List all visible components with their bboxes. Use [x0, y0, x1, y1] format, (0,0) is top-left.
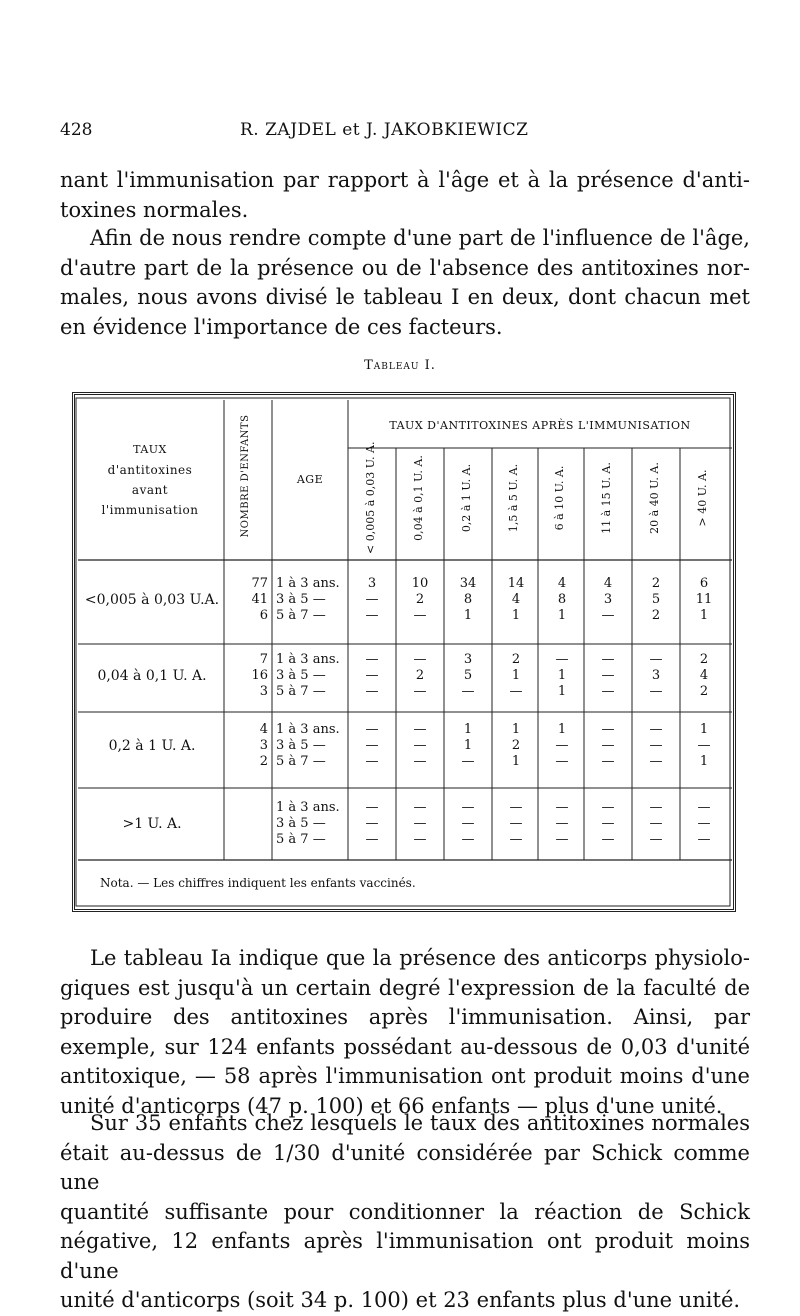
subheader-col-1: < 0,005 à 0,03 U. A. [364, 441, 377, 554]
age-cell: 5 à 7 — [276, 608, 326, 623]
value-cell: — [365, 738, 379, 753]
value-cell: 2 [511, 652, 521, 667]
age-cell: 3 à 5 — [276, 738, 326, 753]
value-cell: 1 [463, 722, 473, 737]
paragraph-3 [60, 944, 750, 1121]
subheader-col-4: 1,5 à 5 U. A. [507, 463, 520, 533]
value-cell: — [649, 832, 663, 847]
text-line: produire des antitoxines après l'immunisation. Ainsi, par [60, 1005, 750, 1029]
value-cell: — [365, 592, 379, 607]
value-cell: — [601, 832, 615, 847]
header-line: avant [131, 483, 169, 497]
text-line: Le tableau Ia indique que la présence des anticorps physiolo- [90, 946, 750, 970]
value-cell: 2 [415, 592, 425, 607]
value-cell: — [601, 754, 615, 769]
value-cell: — [365, 754, 379, 769]
value-cell: 1 [511, 722, 521, 737]
age-cell: 3 à 5 — [276, 816, 326, 831]
value-cell: — [601, 800, 615, 815]
paragraph-2 [60, 224, 750, 342]
value-cell: — [365, 722, 379, 737]
age-cell: 1 à 3 ans. [276, 722, 340, 737]
value-cell: — [555, 800, 569, 815]
value-cell: 2 [699, 684, 709, 699]
value-cell: 1 [557, 722, 567, 737]
count-cell: 3 [259, 684, 268, 699]
subheader-col-7: 20 à 40 U. A. [648, 462, 661, 534]
value-cell: 1 [463, 608, 473, 623]
age-cell: 1 à 3 ans. [276, 652, 340, 667]
paragraph-4 [60, 1109, 750, 1316]
value-cell: — [649, 722, 663, 737]
age-cell: 1 à 3 ans. [276, 576, 340, 591]
count-cell: 4 [259, 722, 268, 737]
value-cell: — [601, 608, 615, 623]
subheader-col-2: 0,04 à 0,1 U. A. [412, 455, 425, 541]
count-cell: 7 [259, 652, 268, 667]
value-cell: — [601, 684, 615, 699]
value-cell: 2 [651, 576, 661, 591]
header-line: l'immunisation [101, 503, 199, 517]
intro-paragraph [60, 166, 750, 225]
text-line: était au-dessus de 1/30 d'unité considérée par Schick comme une [60, 1140, 750, 1194]
value-cell: — [413, 800, 427, 815]
value-cell: — [509, 832, 523, 847]
age-cell: 5 à 7 — [276, 832, 326, 847]
value-cell: — [601, 668, 615, 683]
subheader-col-3: 0,2 à 1 U. A. [460, 463, 473, 533]
text-line: en évidence l'importance de ces facteurs. [60, 314, 503, 339]
value-cell: — [649, 652, 663, 667]
value-cell: — [365, 684, 379, 699]
value-cell: 1 [557, 668, 567, 683]
value-cell: 1 [511, 668, 521, 683]
value-cell: 1 [699, 754, 709, 769]
value-cell: — [413, 832, 427, 847]
value-cell: 3 [367, 576, 377, 591]
value-cell: 2 [651, 608, 661, 623]
text-line: unité d'anticorps (soit 34 p. 100) et 23 enfants plus d'une unité. [60, 1288, 741, 1312]
value-cell: 3 [651, 668, 661, 683]
count-cell: 77 [251, 576, 268, 591]
value-cell: 1 [511, 754, 521, 769]
table-note: Nota. — Les chiffres indiquent les enfants vaccinés. [100, 876, 416, 890]
value-cell: — [649, 800, 663, 815]
value-cell: — [555, 832, 569, 847]
value-cell: 4 [511, 592, 521, 607]
value-cell: — [461, 800, 475, 815]
value-cell: — [413, 608, 427, 623]
value-cell: — [365, 652, 379, 667]
value-cell: 2 [415, 668, 425, 683]
value-cell: 2 [699, 652, 709, 667]
text-line: giques est jusqu'à un certain degré l'expression de la faculté de [60, 975, 750, 1000]
text-line: unité d'anticorps (47 p. 100) et 66 enfants — plus d'une unité. [60, 1093, 723, 1118]
page-header [60, 120, 750, 144]
value-cell: — [413, 722, 427, 737]
value-cell: — [461, 816, 475, 831]
page-number: 428 [60, 120, 93, 140]
value-cell: — [697, 816, 711, 831]
group-label: 0,04 à 0,1 U. A. [97, 668, 207, 684]
value-cell: — [697, 738, 711, 753]
col-header-taux [80, 440, 220, 520]
value-cell: — [649, 738, 663, 753]
value-cell: — [649, 816, 663, 831]
text-line: négative, 12 enfants après l'immunisation ont produit moins d'une [60, 1229, 750, 1283]
text-line: toxines normales. [60, 197, 249, 222]
age-cell: 3 à 5 — [276, 592, 326, 607]
value-cell: — [601, 738, 615, 753]
value-cell: — [413, 652, 427, 667]
count-cell: 41 [251, 592, 268, 607]
text-line: males, nous avons divisé le tableau I en deux, dont chacun met [60, 285, 750, 309]
value-cell: 1 [557, 608, 567, 623]
value-cell: — [413, 816, 427, 831]
text-line: Afin de nous rendre compte d'une part de l'influence de l'âge, [90, 226, 750, 250]
age-cell: 1 à 3 ans. [276, 800, 340, 815]
value-cell: — [461, 684, 475, 699]
col-header-age: AGE [296, 473, 324, 486]
value-cell: — [461, 832, 475, 847]
value-cell: 6 [699, 576, 709, 591]
group-label: >1 U. A. [122, 816, 182, 832]
text-line: quantité suffisante pour conditionner la réaction de Schick [60, 1199, 750, 1224]
age-cell: 5 à 7 — [276, 754, 326, 769]
running-head: R. ZAJDEL et J. JAKOBKIEWICZ [240, 120, 529, 140]
text-line: nant l'immunisation par rapport à l'âge et à la présence d'anti- [60, 168, 750, 192]
value-cell: — [697, 800, 711, 815]
count-cell: 2 [259, 754, 268, 769]
age-cell: 5 à 7 — [276, 684, 326, 699]
value-cell: 3 [603, 592, 613, 607]
text-line: exemple, sur 124 enfants possédant au-dessous de 0,03 d'unité [60, 1034, 750, 1059]
count-cell: 16 [251, 668, 268, 683]
value-cell: 1 [699, 608, 709, 623]
subheader-col-5: 6 à 10 U. A. [553, 465, 566, 531]
header-line: d'antitoxines [107, 463, 193, 477]
count-cell: 3 [259, 738, 268, 753]
value-cell: — [365, 608, 379, 623]
value-cell: 1 [557, 684, 567, 699]
value-cell: 1 [511, 608, 521, 623]
value-cell: — [413, 754, 427, 769]
value-cell: — [555, 754, 569, 769]
subheader-col-6: 11 à 15 U. A. [600, 462, 613, 534]
value-cell: — [413, 684, 427, 699]
value-cell: 3 [463, 652, 473, 667]
value-cell: — [365, 832, 379, 847]
value-cell: 1 [463, 738, 473, 753]
count-cell: 6 [259, 608, 268, 623]
value-cell: 8 [463, 592, 473, 607]
value-cell: — [365, 816, 379, 831]
table-caption: Tableau I. [364, 358, 436, 373]
text-line: d'autre part de la présence ou de l'absence des antitoxines nor- [60, 255, 750, 280]
value-cell: — [649, 754, 663, 769]
value-cell: — [601, 816, 615, 831]
value-cell: — [601, 722, 615, 737]
value-cell: — [555, 816, 569, 831]
value-cell: — [509, 684, 523, 699]
value-cell: — [365, 800, 379, 815]
header-line: TAUX [133, 443, 167, 456]
value-cell: 11 [695, 592, 713, 607]
value-cell: — [509, 800, 523, 815]
value-cell: 4 [603, 576, 613, 591]
value-cell: 14 [507, 576, 525, 591]
value-cell: — [365, 668, 379, 683]
value-cell: 5 [651, 592, 661, 607]
value-cell: — [461, 754, 475, 769]
value-cell: 4 [557, 576, 567, 591]
group-label: <0,005 à 0,03 U.A. [84, 592, 220, 608]
value-cell: 1 [699, 722, 709, 737]
group-header: TAUX D'ANTITOXINES APRÈS L'IMMUNISATION [389, 419, 691, 432]
group-label: 0,2 à 1 U. A. [108, 738, 196, 754]
col-header-nombre: NOMBRE D'ENFANTS [240, 414, 251, 538]
value-cell: 10 [411, 576, 429, 591]
value-cell: 5 [463, 668, 473, 683]
value-cell: 4 [699, 668, 709, 683]
value-cell: — [555, 652, 569, 667]
value-cell: 2 [511, 738, 521, 753]
value-cell: — [649, 684, 663, 699]
value-cell: 34 [459, 576, 477, 591]
value-cell: — [555, 738, 569, 753]
value-cell: — [697, 832, 711, 847]
age-cell: 3 à 5 — [276, 668, 326, 683]
text-line: antitoxique, — 58 après l'immunisation ont produit moins d'une [60, 1064, 750, 1088]
value-cell: — [509, 816, 523, 831]
subheader-col-8: > 40 U. A. [696, 469, 709, 527]
value-cell: — [413, 738, 427, 753]
value-cell: — [601, 652, 615, 667]
value-cell: 8 [557, 592, 567, 607]
text-line: Sur 35 enfants chez lesquels le taux des antitoxines normales [90, 1111, 750, 1135]
